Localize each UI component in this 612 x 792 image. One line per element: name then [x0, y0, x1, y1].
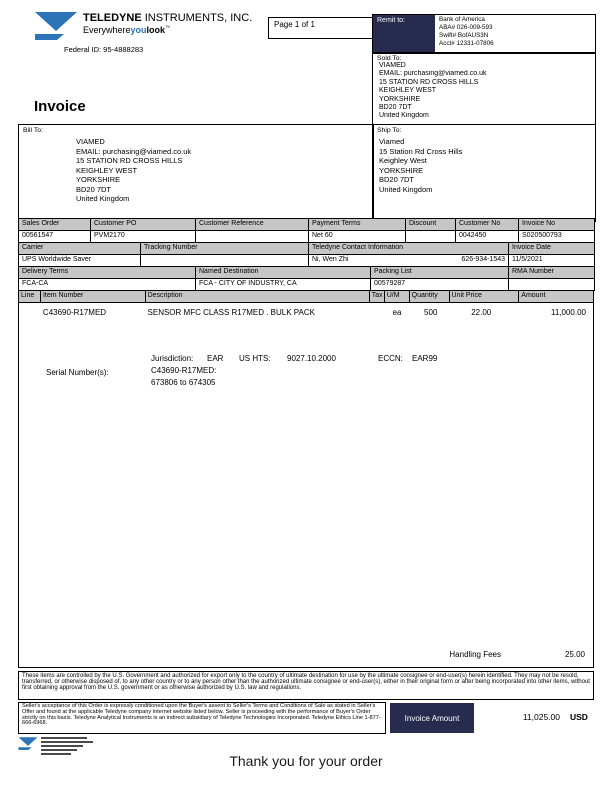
federal-id: Federal ID: 95-4888283 [64, 45, 144, 54]
eccn-value: EAR99 [412, 354, 438, 363]
address-line: EMAIL: purchasing@viamed.co.uk [76, 146, 192, 156]
remit-to-details [435, 15, 595, 53]
hdr-payment-terms: Payment Terms [309, 219, 406, 231]
info-header-row-1 [19, 219, 595, 231]
val-delivery-terms: FCA-CA [19, 279, 196, 291]
sold-to-box [372, 52, 596, 125]
item-tax [370, 308, 385, 318]
hdr-unit-price: Unit Price [450, 291, 520, 302]
brand-text [83, 12, 252, 35]
address-line: KEIGHLEY WEST [379, 87, 437, 95]
remit-bank: Bank of America [439, 16, 485, 23]
hdr-discount: Discount [406, 219, 456, 231]
address-line: EMAIL: purchasing@viamed.co.uk [379, 70, 487, 78]
address-line: VIAMED [379, 62, 406, 69]
address-line: United Kingdom [379, 112, 429, 120]
ship-to-address [373, 134, 595, 194]
invoice-amount-box [390, 703, 474, 733]
page-title: Invoice [34, 98, 86, 115]
val-invoice-no: S020500793 [519, 231, 595, 243]
item-um: ea [392, 308, 402, 317]
val-tracking-number [141, 255, 309, 267]
teledyne-logo-small-icon [18, 737, 38, 752]
info-value-row-2 [19, 255, 595, 267]
bill-to-address [19, 134, 373, 204]
address-line: BD20 7DT [76, 184, 112, 194]
line-item-row [19, 302, 593, 318]
invoice-amount-value: 11,025.00 [522, 712, 560, 722]
order-info-table [18, 218, 595, 291]
us-hts-value: 9027.10.2000 [287, 354, 336, 363]
hdr-customer-reference: Customer Reference [196, 219, 309, 231]
jurisdiction-value: EAR [207, 354, 224, 363]
jurisdiction-label: Jurisdiction: [151, 354, 194, 363]
item-amount: 11,000.00 [550, 308, 586, 317]
hdr-line: Line [19, 291, 41, 302]
item-description-cell [146, 308, 370, 318]
address-line: BD20 7DT [379, 104, 412, 112]
address-line: VIAMED [76, 137, 105, 146]
val-invoice-date: 11/5/2021 [509, 255, 595, 267]
thank-you-message: Thank you for your order [229, 753, 383, 769]
company-name [83, 12, 252, 24]
hdr-delivery-terms: Delivery Terms [19, 267, 196, 279]
hdr-packing-list: Packing List [371, 267, 509, 279]
item-quantity: 500 [424, 308, 438, 317]
val-sales-order: 00561547 [19, 231, 91, 243]
address-line: BD20 7DT [379, 175, 415, 184]
val-contact-info [309, 255, 509, 267]
address-line: Viamed [379, 137, 405, 146]
hdr-invoice-date: Invoice Date [509, 243, 595, 255]
item-unit-price: 22.00 [471, 308, 492, 317]
address-line: 15 STATION RD CROSS HILLS [76, 156, 183, 165]
hdr-sales-order: Sales Order [19, 219, 91, 231]
address-line: Keighley West [379, 156, 427, 165]
info-header-row-2 [19, 243, 595, 255]
hdr-item-number: Item Number [41, 291, 146, 302]
hdr-quantity: Quantity [410, 291, 450, 302]
hdr-tracking-number: Tracking Number [141, 243, 309, 255]
serial-numbers-label: Serial Number(s): [46, 368, 109, 377]
header-brand [34, 12, 252, 44]
company-name-rest: INSTRUMENTS, INC. [144, 12, 253, 24]
trademark-symbol: ™ [165, 25, 171, 31]
export-control-notice: These items are controlled by the U.S. Government and authorized for export only to the country of ultimate destination for use by the ultimate consignee or end-user(s) herein identified. They may not be resold, transferred, or otherwise disposed of, to any other country or to any person other than the authorized ultimate consignee or end-user(s), either in their original form or after being incorporated into other items, without first obtaining approval from the U.S. government or as otherwise authorized by U.S. law and regulations. [18, 671, 594, 700]
val-customer-po: PVM2170 [91, 231, 196, 243]
hdr-description: Description [146, 291, 370, 302]
hdr-customer-no: Customer No [456, 219, 519, 231]
teledyne-logo-icon [34, 12, 78, 44]
remit-aba: ABA# 026-009-593 [439, 24, 493, 31]
address-line: United Kingdom [76, 194, 130, 203]
hdr-invoice-no: Invoice No [519, 219, 595, 231]
val-named-destination: FCA - CITY OF INDUSTRY, CA [196, 279, 371, 291]
address-line: YORKSHIRE [379, 165, 424, 175]
tagline-you: you [130, 25, 147, 35]
item-number: C43690-R17MED [42, 308, 107, 317]
remit-to-label: Remit to: [373, 15, 435, 53]
val-packing-list: 00579287 [371, 279, 509, 291]
tagline-look: look [146, 25, 166, 35]
address-line: 15 STATION RD CROSS HILLS [379, 78, 479, 86]
handling-fees-label: Handling Fees [449, 650, 501, 659]
hdr-um: U/M [385, 291, 410, 302]
ship-to-box [372, 124, 596, 222]
hdr-amount: Amount [521, 292, 546, 299]
hdr-rma-number: RMA Number [509, 267, 595, 279]
hdr-contact-info: Teledyne Contact Information [309, 243, 509, 255]
hdr-tax: Tax [370, 291, 385, 302]
info-header-row-3 [19, 267, 595, 279]
hdr-named-destination: Named Destination [196, 267, 371, 279]
val-customer-no: 0042450 [456, 231, 519, 243]
hdr-carrier: Carrier [19, 243, 141, 255]
line-items-body [18, 302, 594, 668]
bill-to-label: Bill To: [23, 127, 43, 134]
serial-item-number: C43690-R17MED: [151, 366, 217, 375]
contact-phone: 626-934-1543 [461, 256, 505, 263]
address-line: YORKSHIRE [379, 95, 421, 103]
address-line: United Kingdom [379, 184, 433, 194]
ship-to-label: Ship To: [377, 127, 402, 134]
remit-swift: Swift# BofAUS3N [439, 32, 489, 39]
val-carrier: UPS Worldwide Saver [19, 255, 141, 267]
item-line [19, 308, 41, 318]
tagline-everywhere: Everywhere [83, 25, 131, 35]
page-number-box: Page 1 of 1 [268, 17, 380, 39]
invoice-amount-label: Invoice Amount [404, 713, 460, 723]
info-value-row-1 [19, 231, 595, 243]
us-hts-label: US HTS: [239, 354, 271, 363]
remit-to-box [372, 14, 596, 54]
remit-account: Acct# 12331-07806 [439, 40, 494, 47]
val-customer-reference [196, 231, 309, 243]
terms-and-conditions-notice: Seller's acceptance of this Order is expressly conditioned upon the Buyer's assent to Seller's Terms and Conditions of Sale as stated in Seller's Offer and found at the applicable Teledyne company internet website listed below. Seller is proceeding with the performance of Buyer's Order strictly on this basis. Teledyne Analytical Instruments is an indirect subsidiary of Teledyne Technologies Incorporated. Teledyne Ethics Line 1-877-666-6968. [18, 702, 386, 734]
bill-to-box [18, 124, 374, 222]
item-description: SENSOR MFC CLASS R17MED . BULK PACK [147, 308, 315, 317]
address-line: YORKSHIRE [76, 175, 121, 184]
company-name-bold: TELEDYNE [83, 12, 142, 24]
invoice-currency: USD [570, 712, 588, 722]
handling-fees-value: 25.00 [564, 650, 585, 659]
sold-to-address [373, 62, 595, 121]
val-discount [406, 231, 456, 243]
contact-name: Ni, Wen Zhi [312, 256, 349, 263]
address-line: 15 Station Rd Cross Hills [379, 146, 463, 156]
sold-to-label: Sold To: [377, 55, 402, 62]
serial-number-range: 673806 to 674305 [151, 378, 216, 387]
brand-tagline [83, 25, 252, 35]
eccn-label: ECCN: [378, 354, 403, 363]
val-payment-terms: Net 60 [309, 231, 406, 243]
hdr-customer-po: Customer PO [91, 219, 196, 231]
address-line: KEIGHLEY WEST [76, 165, 138, 175]
